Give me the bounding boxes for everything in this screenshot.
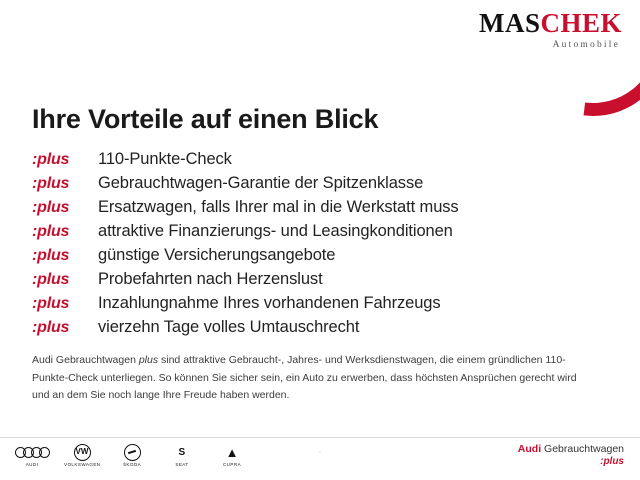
brand-label: CUPRA	[222, 462, 242, 467]
maschek-logo	[479, 10, 622, 50]
brand-label: VOLKSWAGEN	[64, 462, 101, 467]
list-item	[32, 174, 608, 198]
benefit-text: Probefahrten nach Herzenslust	[98, 270, 323, 288]
page-title: Ihre Vorteile auf einen Blick	[32, 104, 379, 134]
brand-cupra	[214, 444, 250, 467]
audi-plus-line2: :plus	[600, 456, 624, 468]
plus-tag: :plus	[32, 247, 70, 264]
plus-tag: :plus	[32, 223, 70, 240]
audi-gebrauchtwagen-plus-logo	[518, 443, 624, 468]
footnote-italic-plus: plus	[138, 354, 159, 366]
brand-skoda	[114, 444, 150, 467]
footnote-paragraph	[32, 352, 588, 405]
list-item	[32, 318, 608, 342]
logo-wordmark	[479, 10, 622, 37]
benefit-text: 110-Punkte-Check	[98, 150, 232, 168]
logo-wordmark-dark: MAS	[478, 8, 541, 38]
bottom-brand-bar	[0, 437, 640, 480]
benefit-text: Inzahlungnahme Ihres vorhandenen Fahrzeugs	[98, 294, 441, 312]
list-item	[32, 294, 608, 318]
benefit-text: vierzehn Tage volles Umtauschrecht	[98, 318, 360, 336]
list-item	[32, 150, 608, 174]
list-item	[32, 222, 608, 246]
audi-plus-line1	[518, 443, 624, 455]
plus-tag: :plus	[32, 271, 70, 288]
brand-logo-row	[14, 444, 250, 467]
cupra-logo-icon: ▲	[225, 444, 239, 460]
brand-label: SEAT	[175, 462, 189, 467]
brand-audi	[14, 444, 50, 467]
vw-logo-icon: VW	[64, 444, 100, 460]
page-number: .	[319, 447, 321, 454]
plus-tag: :plus	[32, 319, 70, 336]
seat-logo-icon: S	[178, 446, 186, 458]
logo-wordmark-accent: CHEK	[540, 8, 622, 38]
brand-label: AUDI	[25, 462, 39, 467]
brand-volkswagen	[64, 444, 100, 467]
logo-subtitle: Automobile	[552, 40, 620, 50]
audi-plus-rest: Gebrauchtwagen	[541, 443, 624, 455]
list-item	[32, 246, 608, 270]
benefit-text: Gebrauchtwagen-Garantie der Spitzenklasse	[98, 174, 424, 192]
plus-tag: :plus	[32, 151, 70, 168]
skoda-logo-icon	[114, 444, 150, 460]
plus-tag: :plus	[32, 199, 70, 216]
audi-rings-icon	[14, 444, 50, 460]
audi-plus-brand: Audi	[517, 443, 542, 455]
plus-tag: :plus	[32, 175, 70, 192]
brand-seat	[164, 444, 200, 467]
benefit-text: Ersatzwagen, falls Ihrer mal in die Werkstatt muss	[98, 198, 459, 216]
plus-tag: :plus	[32, 295, 70, 312]
benefit-text: günstige Versicherungsangebote	[98, 246, 336, 264]
brand-label: ŠKODA	[122, 462, 142, 467]
list-item	[32, 270, 608, 294]
header	[0, 0, 640, 92]
footnote-part1: Audi Gebrauchtwagen	[32, 354, 139, 366]
benefit-text: attraktive Finanzierungs- und Leasingkonditionen	[98, 222, 453, 240]
benefits-list	[32, 150, 608, 342]
footnote-part2: sind attraktive Gebraucht-, Jahres- und Werksdienstwagen, die einem gründlichen 110-Punkte-Check unterliegen. So können Sie sicher sein, ein Auto zu erwerben, dass höchsten Ansprüchen gerecht wird und an dem Sie noch lange Ihre Freude haben werden.	[32, 354, 577, 401]
list-item	[32, 198, 608, 222]
